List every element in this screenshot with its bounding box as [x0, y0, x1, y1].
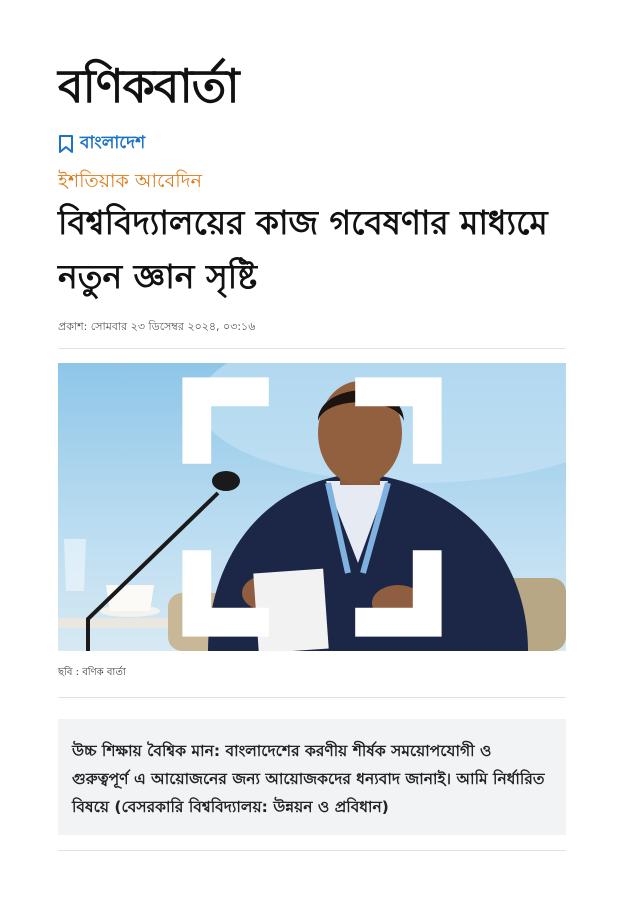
article-photo[interactable] [58, 363, 566, 651]
expand-icon[interactable] [58, 363, 566, 651]
category-label: বাংলাদেশ [80, 133, 146, 153]
publish-date: প্রকাশ: সোমবার ২৩ ডিসেম্বর ২০২৪, ০৩:১৬ [58, 320, 256, 333]
divider [58, 697, 566, 698]
site-logo[interactable]: বণিকবার্তা [58, 59, 239, 113]
article-headline: বিশ্ববিদ্যালয়ের কাজ গবেষণার মাধ্যমে নতুন জ্ঞান সৃষ্টি [58, 203, 548, 296]
article-summary [58, 719, 566, 835]
category-link[interactable] [58, 130, 145, 158]
author-name[interactable]: ইশতিয়াক আবেদিন [58, 170, 202, 192]
bookmark-icon [58, 135, 74, 153]
divider [58, 348, 566, 349]
photo-caption: ছবি : বণিক বার্তা [58, 667, 126, 678]
summary-text: উচ্চ শিক্ষায় বৈশ্বিক মান: বাংলাদেশের করণীয় শীর্ষক সময়োপযোগী ও গুরুত্বপূর্ণ এ আয়োজনের জন্য আয়োজকদের ধন্যবাদ জানাই। আমি নির্ধারিত বিষয়ে (বেসরকারি বিশ্ববিদ্যালয়: উন্নয়ন ও প্রবিধান) [72, 742, 545, 816]
divider [58, 850, 566, 851]
